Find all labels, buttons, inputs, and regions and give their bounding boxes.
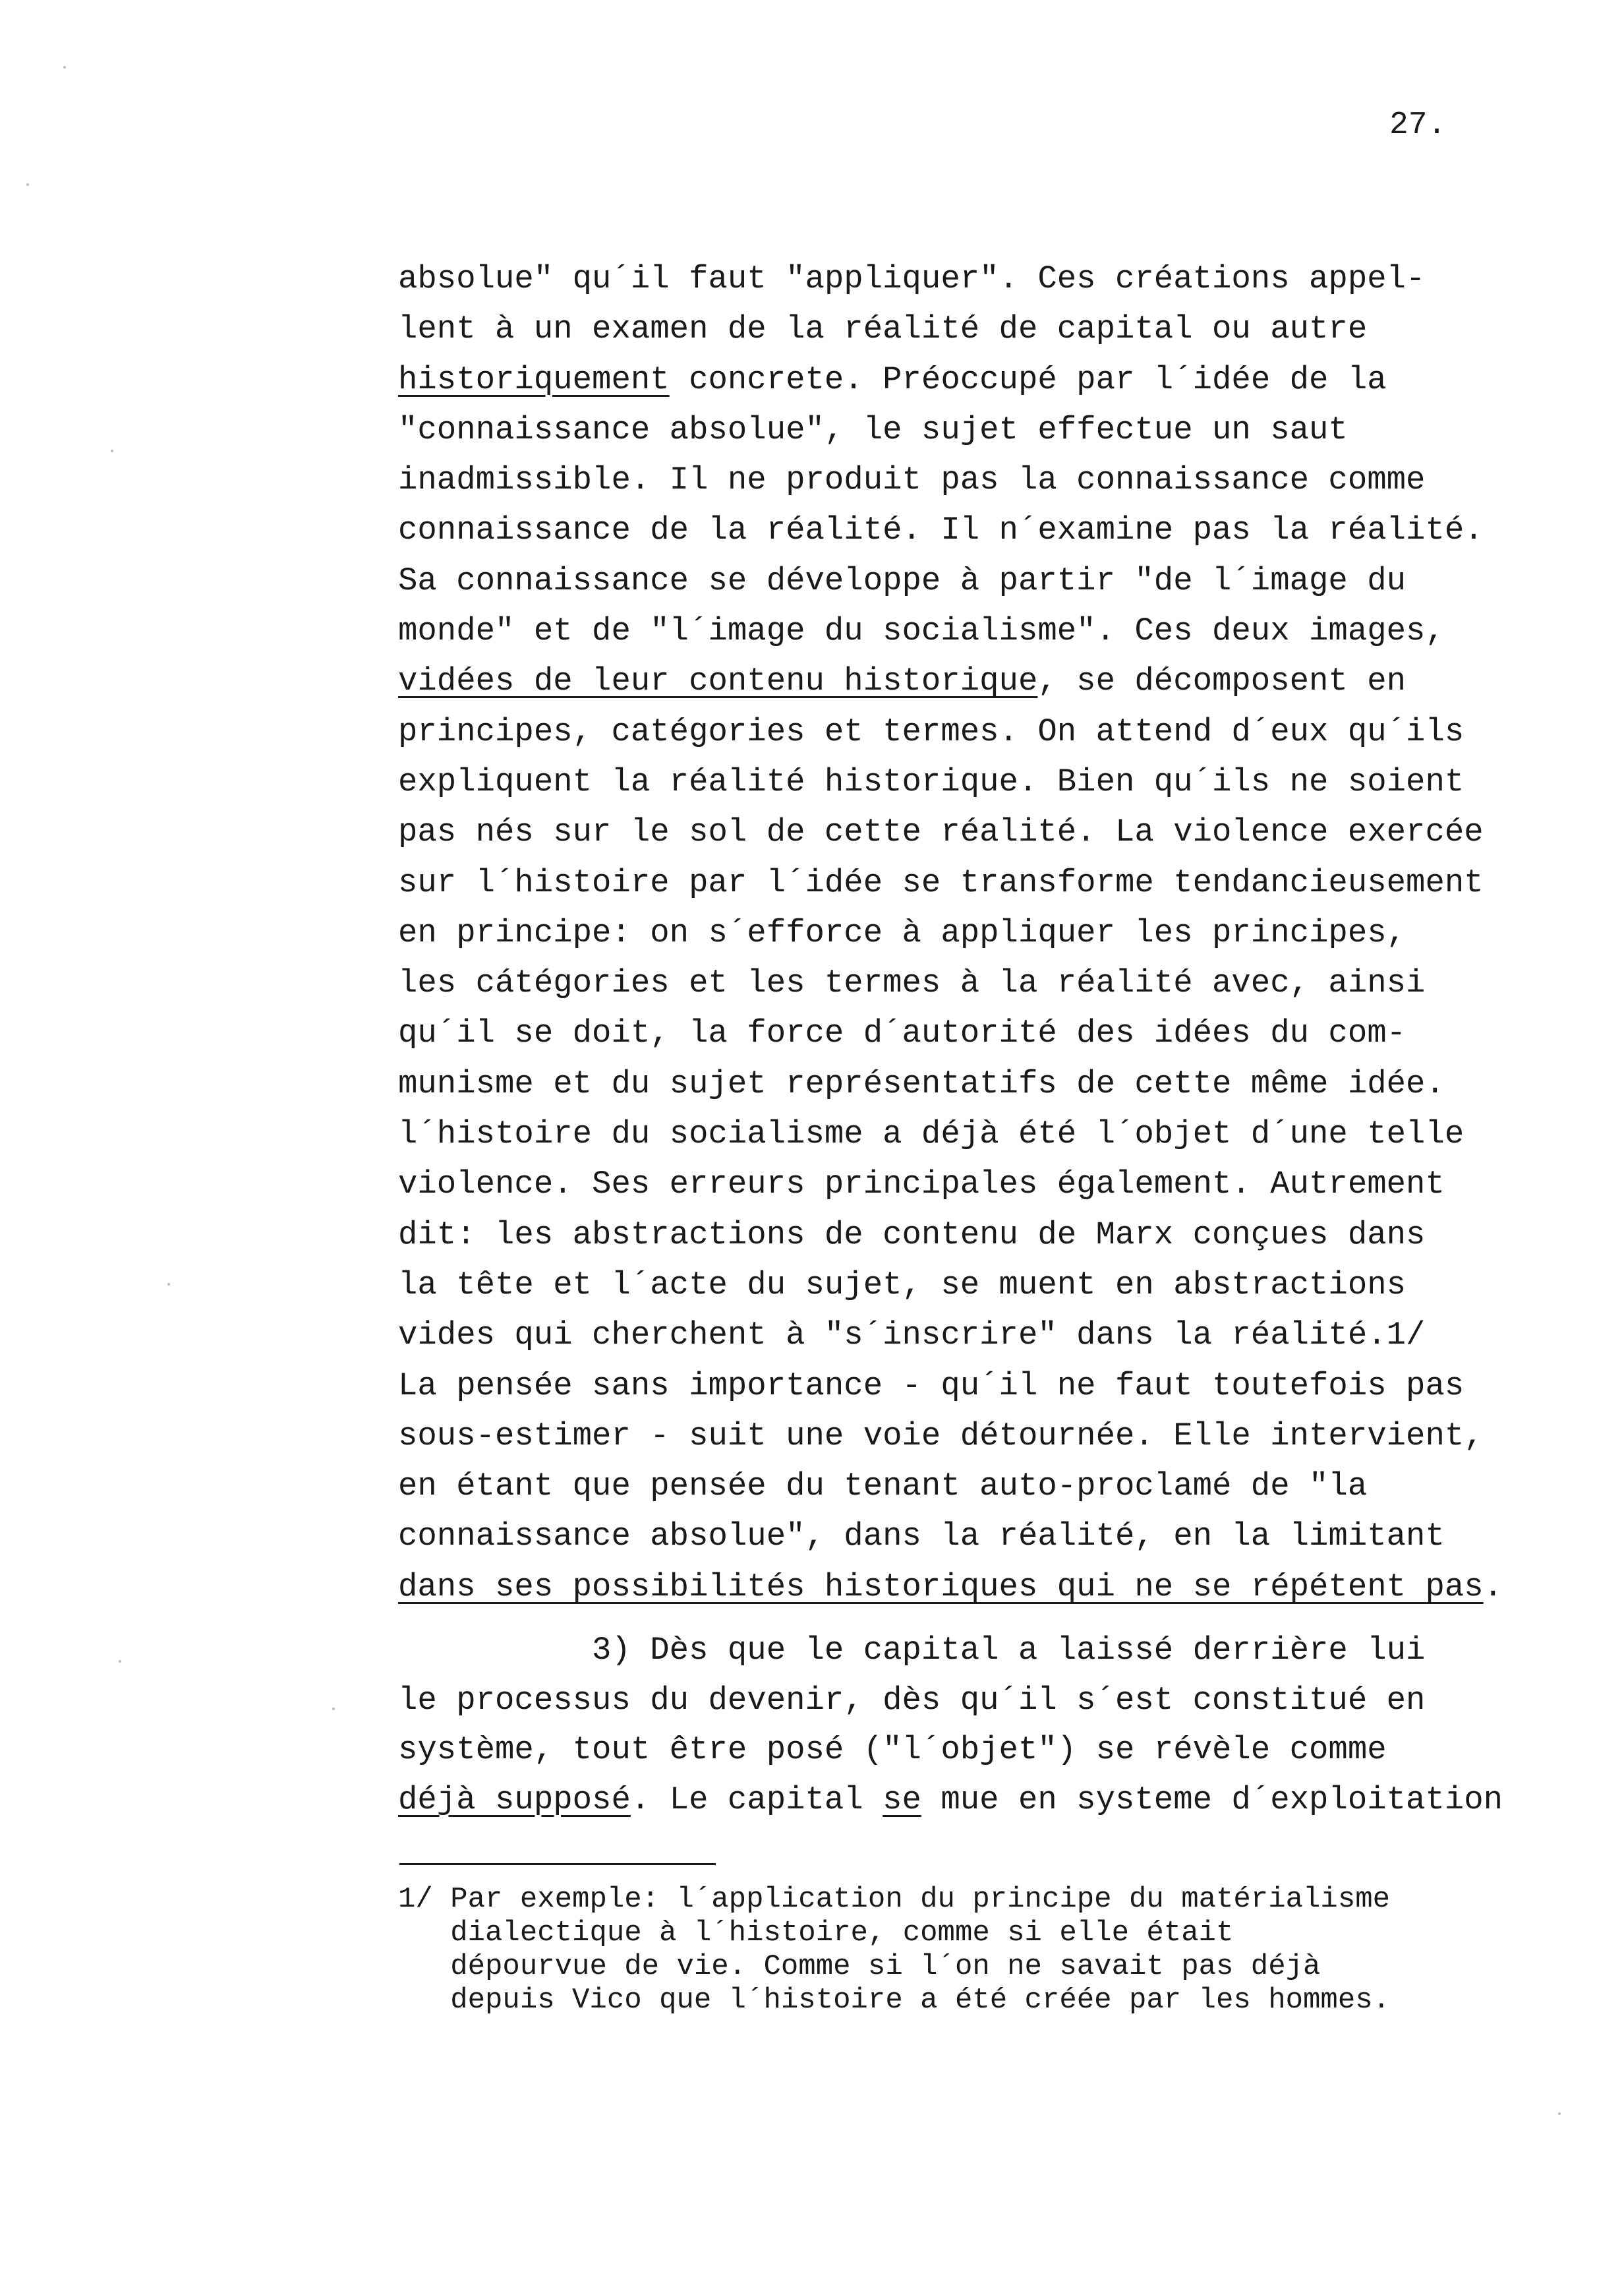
text-line xyxy=(398,1310,1611,1360)
underlined-text: dans ses possibilités historiques qui ne se répétent pas xyxy=(398,1568,1484,1605)
text-segment: en étant que pensée du tenant auto-proclamé de "la xyxy=(398,1468,1368,1505)
text-segment: dit: les abstractions de contenu de Marx conçues dans xyxy=(398,1216,1426,1253)
scan-speck xyxy=(1558,2112,1561,2115)
text-segment: sur l´histoire par l´idée se transforme tendancieusement xyxy=(398,864,1484,901)
text-line xyxy=(398,1411,1611,1461)
text-segment: vides qui cherchent à "s´inscrire" dans la réalité.1/ xyxy=(398,1317,1426,1354)
footnote-line: 1/ Par exemple: l´application du principe du matérialisme xyxy=(398,1883,1391,1916)
text-segment: système, tout être posé ("l´objet") se révèle comme xyxy=(398,1731,1387,1768)
text-line xyxy=(398,1109,1611,1159)
text-segment: 3) Dès que le capital a laissé derrière lui xyxy=(398,1632,1426,1669)
text-line xyxy=(398,1775,1611,1826)
scan-speck xyxy=(332,1708,335,1710)
underlined-text: déjà supposé xyxy=(398,1781,631,1818)
text-line xyxy=(398,1626,1611,1676)
text-segment: en principe: on s´efforce à appliquer les principes, xyxy=(398,914,1406,951)
text-line xyxy=(398,455,1611,505)
text-line xyxy=(398,908,1611,958)
text-line xyxy=(398,1159,1611,1209)
text-line xyxy=(398,1059,1611,1109)
text-line xyxy=(398,1210,1611,1260)
scan-speck xyxy=(63,66,66,69)
text-segment: concrete. Préoccupé par l´idée de la xyxy=(669,361,1387,398)
text-line xyxy=(398,1461,1611,1511)
text-segment: . xyxy=(1483,1568,1503,1605)
scan-speck xyxy=(119,1660,121,1663)
text-line xyxy=(398,1511,1611,1561)
text-segment: mue en systeme d´exploitation xyxy=(921,1781,1503,1818)
text-segment: le processus du devenir, dès qu´il s´est constitué en xyxy=(398,1681,1426,1719)
underlined-text: se xyxy=(883,1781,921,1818)
text-segment: la tête et l´acte du sujet, se muent en abstractions xyxy=(398,1266,1406,1303)
scan-speck xyxy=(26,183,29,186)
text-segment: inadmissible. Il ne produit pas la connaissance comme xyxy=(398,461,1426,499)
text-line xyxy=(398,606,1611,656)
footnote-divider xyxy=(399,1863,716,1865)
text-line xyxy=(398,958,1611,1008)
text-segment: Sa connaissance se développe à partir "de l´image du xyxy=(398,562,1406,599)
text-segment: "connaissance absolue", le sujet effectue un saut xyxy=(398,411,1348,448)
footnote xyxy=(398,1883,1611,2017)
text-segment: connaissance de la réalité. Il n´examine pas la réalité. xyxy=(398,512,1484,549)
footnote-line: dialectique à l´histoire, comme si elle était xyxy=(398,1917,1234,1949)
text-line xyxy=(398,304,1611,354)
footnote-line: dépourvue de vie. Comme si l´on ne savait pas déjà xyxy=(398,1950,1321,1983)
text-line xyxy=(398,1676,1611,1726)
text-segment: principes, catégories et termes. On attend d´eux qu´ils xyxy=(398,713,1464,750)
underlined-text: vidées de leur contenu historique xyxy=(398,663,1038,700)
text-line xyxy=(398,656,1611,706)
text-line xyxy=(398,807,1611,857)
text-segment: connaissance absolue", dans la réalité, en la limitant xyxy=(398,1518,1445,1555)
text-line xyxy=(398,858,1611,908)
text-segment: , se décomposent en xyxy=(1037,663,1406,700)
text-line xyxy=(398,1361,1611,1411)
page-number: 27. xyxy=(1389,107,1447,143)
text-line xyxy=(398,757,1611,807)
text-segment: La pensée sans importance - qu´il ne faut toutefois pas xyxy=(398,1367,1464,1404)
text-segment: violence. Ses erreurs principales également. Autrement xyxy=(398,1166,1445,1203)
underlined-text: historiquement xyxy=(398,361,670,398)
text-segment: monde" et de "l´image du socialisme". Ces deux images, xyxy=(398,612,1445,650)
text-segment: qu´il se doit, la force d´autorité des idées du com- xyxy=(398,1015,1406,1052)
text-segment: . Le capital xyxy=(630,1781,883,1818)
scan-speck xyxy=(111,450,113,452)
text-line xyxy=(398,355,1611,405)
text-line xyxy=(398,405,1611,455)
text-line xyxy=(398,254,1611,304)
footnote-line: depuis Vico que l´histoire a été créée par les hommes. xyxy=(398,1984,1391,2017)
scan-speck xyxy=(167,1283,170,1286)
body-text xyxy=(398,254,1611,1612)
text-segment: les cátégories et les termes à la réalité avec, ainsi xyxy=(398,965,1426,1002)
text-line xyxy=(398,1008,1611,1058)
text-line xyxy=(398,1260,1611,1310)
text-segment: pas nés sur le sol de cette réalité. La violence exercée xyxy=(398,814,1484,851)
text-segment: munisme et du sujet représentatifs de cette même idée. xyxy=(398,1065,1445,1102)
text-segment: absolue" qu´il faut "appliquer". Ces créations appel- xyxy=(398,260,1426,297)
text-line xyxy=(398,1562,1611,1612)
text-line xyxy=(398,556,1611,606)
text-segment: sous-estimer - suit une voie détournée. Elle intervient, xyxy=(398,1417,1484,1454)
text-segment: lent à un examen de la réalité de capital ou autre xyxy=(398,311,1368,348)
text-segment: expliquent la réalité historique. Bien qu´ils ne soient xyxy=(398,763,1464,800)
text-line xyxy=(398,505,1611,555)
text-line xyxy=(398,1725,1611,1775)
text-line xyxy=(398,707,1611,757)
text-segment: l´histoire du socialisme a déjà été l´objet d´une telle xyxy=(398,1115,1464,1153)
section-3-paragraph xyxy=(398,1626,1611,1825)
